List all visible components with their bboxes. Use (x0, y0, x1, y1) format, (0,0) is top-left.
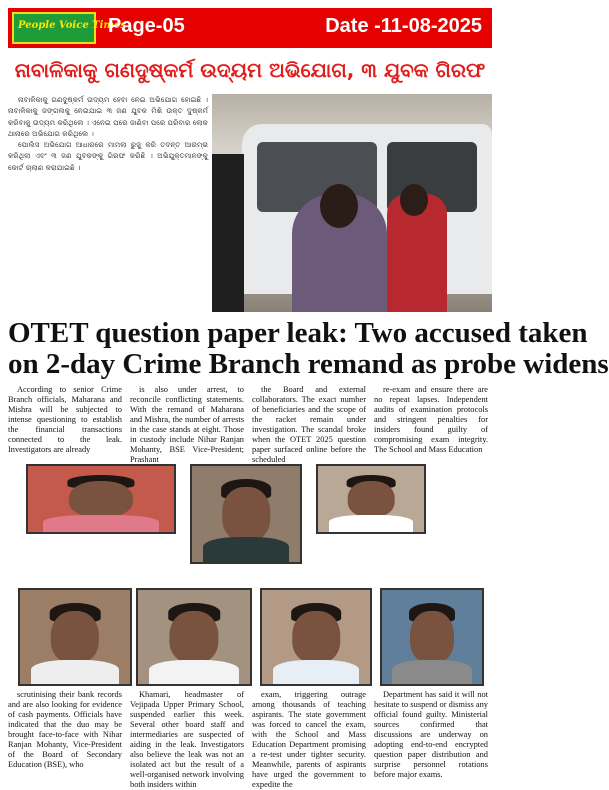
accused-photo-row (8, 588, 492, 688)
odia-headline: ନାବାଳିକାକୁ ଗଣଦୁଷ୍କର୍ମ ଉଦ୍ୟମ ଅଭିଯୋଗ, ୩ ଯୁବକ ଗିରଫ (14, 58, 486, 82)
face (410, 611, 454, 664)
person-figure (212, 154, 244, 312)
shirt (31, 660, 119, 684)
article-column (252, 385, 366, 471)
article-columns-bottom (8, 690, 492, 789)
column-text: re-exam and ensure there are no repeat lapses. Independent audits of examination protocols and stringent penalties for insiders found guilty of compromising exam integrity. The School and Mass Education (374, 385, 488, 454)
headline-line: on 2-day Crime Branch remand as probe widens (8, 348, 609, 380)
face (51, 611, 99, 664)
accused-photo[interactable] (18, 588, 132, 686)
shirt (149, 660, 239, 684)
accused-photo[interactable] (316, 464, 426, 534)
odia-article-body (8, 94, 208, 314)
odia-paragraph: ନାବାଳିକାକୁ ଗଣଦୁଷ୍କର୍ମ ଉଦ୍ୟମ ହେବା ନେଇ ଅଭିଯୋଗ ହୋଇଛି । ନାବାଳିକାକୁ ଜଙ୍ଗଲକୁ ନେଇଯାଇ ୩ ଜଣ ଯୁବକ ମିଶି ଉକ୍ତ ଦୁଷ୍କର୍ମ କରିବାକୁ ଉଦ୍ୟମ କରିଥିଲେ । ଏନେଇ ପରେ ଜାଣିବା ପରେ ପରିବାର ଲୋକ ଥାନାରେ ଅଭିଯୋଗ କରିଥିଲେ । (8, 95, 208, 138)
accused-photo[interactable] (136, 588, 252, 686)
arrest-photo[interactable] (212, 94, 492, 312)
column-text: scrutinising their bank records and are also looking for evidence of cash payments. Officials have indicated that the duo may be brought face-to-face with Nihar Ranjan Mohanty, Vice-President of the Board of Secondary Education (BSE), who (8, 690, 122, 769)
column-text: the Board and external collaborators. The exact number of beneficiaries and the scope of the racket remain under investigation. The scandal broke when the OTET 2025 question paper surfaced online before the scheduled (252, 385, 366, 464)
column-text: According to senior Crime Branch officials, Maharana and Mishra will be subjected to intense questioning to establish the financial transactions connected to the leak. Investigators are already (8, 385, 122, 454)
accused-photo[interactable] (190, 464, 302, 564)
newspaper-logo[interactable] (12, 12, 126, 44)
column-text: Department has said it will not hesitate to suspend or dismiss any official found guilty. Ministerial sources confirmed that discussions are underway on adopting end-to-end encrypted question paper distribution and surprise personnel rotations before major exams. (374, 690, 488, 779)
accused-photo[interactable] (260, 588, 372, 686)
accused-photo[interactable] (26, 464, 176, 534)
headline-line: OTET question paper leak: Two accused taken (8, 317, 588, 349)
article-column (374, 690, 488, 780)
column-text: Khamari, headmaster of Vejipada Upper Primary School, suspended earlier this week. Several other board staff and intermediaries are suspected of aiding in the leak. Investigators also believe the leak was not an isolated act but the result of a well-organised network involving both insiders within (130, 690, 244, 789)
article-column (130, 690, 244, 789)
article-column (8, 690, 122, 780)
shirt (329, 515, 414, 532)
accused-photo[interactable] (380, 588, 484, 686)
masthead-band (8, 8, 492, 48)
article-column (374, 385, 488, 471)
person-head (320, 184, 358, 228)
shirt (43, 515, 160, 532)
accused-photo-row (8, 464, 492, 564)
page-number: Page-05 (108, 15, 185, 37)
article-column (8, 385, 122, 471)
column-text: is also under arrest, to reconcile conflicting statements. With the remand of Maharana and Mishra, the number of arrests in the case stands at eight. Those in custody include Nihar Ranjan Mohanty, BSE Vice-President; Prashant (130, 385, 244, 464)
face (292, 611, 340, 664)
shirt (203, 537, 289, 562)
shirt (273, 660, 359, 684)
face (169, 611, 218, 664)
column-text: exam, triggering outrage among thousands of teaching aspirants. The state government was forced to cancel the exam, with the School and Mass Education Department promising a re-test under tighter security. Meanwhile, parents of aspirants have urged the government to expedite the (252, 690, 366, 789)
face (348, 481, 395, 518)
article-column (130, 385, 244, 471)
shirt (392, 660, 472, 684)
odia-paragraph: ପୋଲିସ ଅଭିଯୋଗ ଆଧାରରେ ମାମଲା ରୁଜୁ କରି ତଦନ୍ତ ଆରମ୍ଭ କରିଥିଲା ଏବଂ ୩ ଜଣ ଯୁବକଙ୍କୁ ଗିରଫ କରିଛି । ଅଭିଯୁକ୍ତମାନଙ୍କୁ କୋର୍ଟ ଚାଲାଣ କରାଯାଇଛି । (8, 140, 208, 172)
issue-date: Date -11-08-2025 (325, 15, 482, 37)
face (222, 487, 270, 541)
english-headline (8, 317, 609, 380)
logo-text: People Voice Times (18, 20, 126, 31)
article-column (252, 690, 366, 789)
face (69, 481, 133, 518)
person-head (400, 184, 428, 216)
article-columns-top (8, 385, 492, 471)
